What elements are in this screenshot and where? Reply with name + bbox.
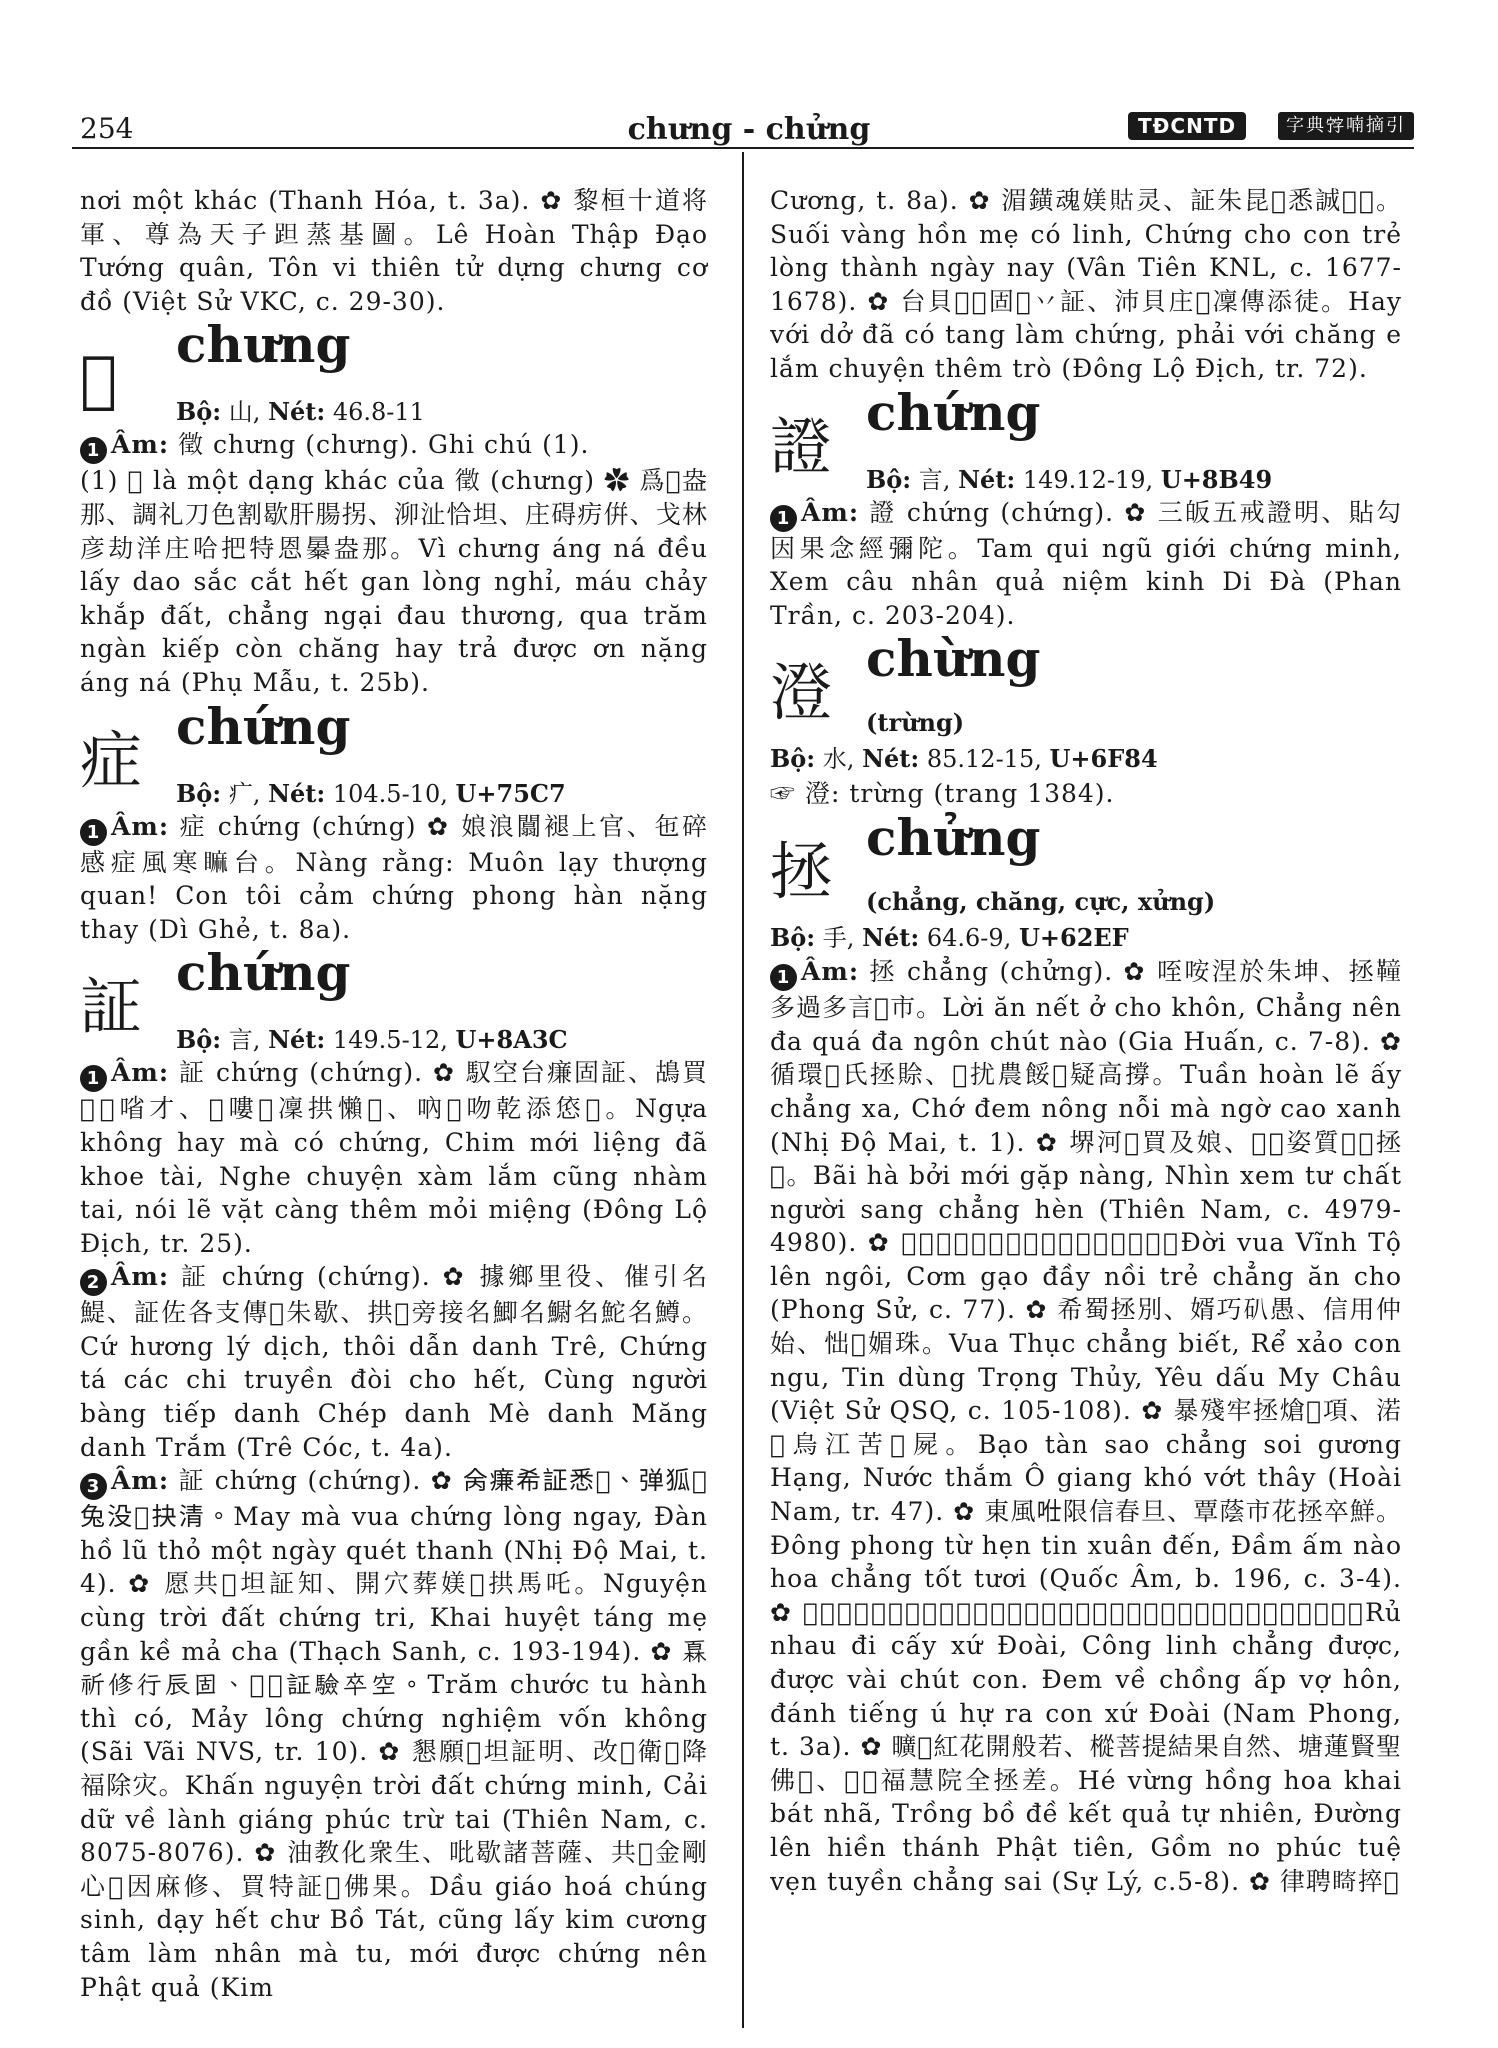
headword: chừng (866, 629, 1041, 689)
stroke-value: 46.8-11 (332, 398, 425, 427)
radical-value: 言 (918, 465, 943, 494)
sense-1 (770, 955, 1402, 1898)
sense-label: Âm: (111, 430, 170, 460)
sense-label: Âm: (111, 1262, 170, 1292)
radical-value: 手 (822, 923, 847, 952)
unicode-code: U+8A3C (455, 1025, 568, 1055)
unicode-code: U+8B49 (1160, 464, 1273, 494)
entry-character: 症 (80, 723, 143, 797)
note-1: (1) 𡽫 là một dạng khác của 徵 (chưng) ✿ 爲𡽫盎那、調礼刀色割歇肝腸拐、泖沚恰坦、庄碍疠倂、戈林彦劫洋庄哈把特恩㬥盎那。Vì chưng áng ná đều lấy dao sắc cắt hết gan lòng nghỉ, máu chảy khắp đất, chẳng ngại đau thương, qua trăm ngàn kiếp còn chăng hay trả được ơn nặng áng ná (Phụ Mẫu, t. 25b). (80, 466, 708, 697)
page-number: 254 (80, 112, 134, 145)
entry-head (80, 943, 708, 1056)
stroke-label: Nét: (862, 922, 920, 952)
entry-head (80, 315, 708, 428)
sense-text: 證 chứng (chứng). ✿ 三皈五戒證明、貼勾因果念經彌陀。Tam qui ngũ giới chứng minh, Xem câu nhân quả niệm kinh Di Đà (Phan Trần, c. 203-204). (770, 497, 1402, 630)
sense-label: Âm: (111, 1466, 170, 1496)
entry-chung-5 (770, 629, 1402, 810)
entry-character: 𡽫 (80, 342, 118, 416)
left-column (80, 184, 708, 2028)
sense-2 (80, 1260, 708, 1464)
column-divider (742, 152, 744, 2028)
radical-value: 疒 (228, 779, 253, 808)
entry-meta: Bộ: 手, Nét: 64.6-9, U+62EF (770, 922, 1129, 952)
entry-meta: Bộ: 疒, Nét: 104.5-10, U+75C7 (176, 778, 566, 808)
sense-1 (80, 810, 708, 947)
entry-character: 証 (80, 970, 143, 1044)
alternate-readings: (trừng) (866, 708, 965, 738)
sense-text: 症 chứng (chứng) ✿ 娘浪闒褪上官、㐌碎感症風寒𥊚台。Nàng rằng: Muôn lạy thượng quan! Con tôi cảm chứng phong hàn nặng thay (Dì Ghẻ, t. 8a). (80, 811, 708, 944)
unicode-code: U+6F84 (1049, 744, 1158, 774)
sense-1 (80, 428, 708, 464)
unicode-code: U+62EF (1018, 922, 1129, 952)
entry-head (80, 696, 708, 810)
radical-label: Bộ: (770, 922, 816, 952)
header-rule (72, 147, 1414, 149)
entry-chung-3 (80, 943, 708, 2004)
sense-label: Âm: (801, 497, 860, 527)
cross-reference: ☞ 澄: trừng (trang 1384). (770, 778, 1115, 808)
sense-1-marker: 1 (80, 437, 107, 464)
sense-1 (770, 496, 1402, 633)
continued-text: nơi một khác (Thanh Hóa, t. 3a). ✿ 黎桓十道将軍、尊為天子𨀏蒸基圖。Lê Hoàn Thập Đạo Tướng quân, Tôn vi thiên tử dựng chưng cơ đồ (Việt Sử VKC, c. 29-30). (80, 186, 708, 316)
entry-character: 拯 (770, 834, 833, 908)
stroke-value: 104.5-10, (332, 779, 448, 808)
radical-label: Bộ: (176, 397, 222, 427)
entry-chung-4 (770, 382, 1402, 633)
stroke-label: Nét: (268, 778, 326, 808)
stroke-label: Nét: (862, 744, 920, 774)
sense-text: 拯 chẳng (chửng). ✿ 咥咹涅於朱坤、拯𩍅多過多言𠁀市。Lời ăn nết ở cho khôn, Chẳng nên đa quá đa ngôn chút nào (Gia Huấn, c. 7-8). ✿ 循環𨤔氏拯賒、𠼵扰農餒𤻻疑高撐。Tuần hoàn lẽ ấy chẳng xa, Chớ đem nông nỗi mà ngờ cao xanh (Nhị Độ Mai, t. 1). ✿ 堺河𪠞買及娘、𥆾𥊘姿質𠊛𣋀拯𨤔。Bãi hà bởi mới gặp nàng, Nhìn xem tư chất người sang chẳng hèn (Thiên Nam, c. 4979-4980). ✿ 𣘃希永祚𨖲𩈘、粓𥻵㳥𡃋𤽗拯咹朱。Đời vua Vĩnh Tộ lên ngôi, Cơm gạo đầy nồi trẻ chẳng ăn cho (Phong Sử, c. 77). ✿ 希蜀拯別、婿巧𥐙愚、信用仲始、㤕𢚸媚珠。Vua Thục chẳng biết, Rể xảo con ngu, Tin dùng Trọng Thủy, Yêu dấu My Châu (Việt Sử QSQ, c. 105-108). ✿ 暴殘牢拯熗𣇊項、渃𥿗烏江苦𢯦屍。Bạo tàn sao chẳng soi gương Hạng, Nước thắm Ô giang khó vớt thây (Hoài Nam, tr. 47). ✿ 東風𠱊限信春旦、覃蔭市花拯卒鮮。Đông phong từ hẹn tin xuân đến, Đầm ấm nào hoa chẳng tốt tươi (Quốc Âm, b. 196, c. 3-4). ✿ 𠹾𩛷𢬣𥻺處兑、工灵拯特、特𠃣𡮈𡮈。𢭮衛𩲡挹𡞕昏、打啫唾吓𠴍𡮈處兑。Rủ nhau đi cấy xứ Đoài, Công linh chẳng được, được vài chút con. Đem về chồng ấp vợ hôn, đánh tiếng ú hự ra con xứ Đoài (Nam Phong, t. 3a). ✿ 曠𣌆紅花開般若、樅菩提結果自然、塘蓮賢聖佛𠊛、𢒎𩛷福慧院全拯差。Hé vừng hồng hoa khai bát nhã, Trồng bồ đề kết quả tự nhiên, Đường lên hiền thánh Phật tiên, Gồm no phúc tuệ vẹn tuyền chẳng sai (Sự Lý, c.5-8). ✿ 律聘𥊘捽𦁁 (770, 957, 1402, 1896)
stroke-value: 149.5-12, (332, 1026, 448, 1055)
headword: chứng (176, 696, 351, 756)
sense-3-marker: 3 (80, 1473, 107, 1500)
sense-label: Âm: (801, 957, 860, 987)
entry-character: 澄 (770, 656, 833, 730)
headword: chứng (866, 382, 1041, 442)
entry-meta: Bộ: 水, Nét: 85.12-15, U+6F84 (770, 744, 1158, 774)
sense-text: 徵 chưng (chưng). Ghi chú (1). (178, 430, 590, 460)
stroke-label: Nét: (958, 464, 1016, 494)
stroke-label: Nét: (268, 397, 326, 427)
stroke-label: Nét: (268, 1025, 326, 1055)
sense-1 (80, 1056, 708, 1260)
entry-chung-2 (80, 696, 708, 947)
sense-label: Âm: (111, 1058, 170, 1088)
radical-value: 水 (822, 745, 847, 774)
stroke-value: 85.12-15, (926, 745, 1042, 774)
continued-text: Cương, t. 8a). ✿ 湄鐄魂媄𧵑灵、証朱昆𦤾悉誠𣈗𦤾。Suối vàng hồn mẹ có linh, Chứng cho con trẻ lòng thành ngày nay (Vân Tiên KNL, c. 1677-1678). ✿ 台貝𠑬𠀧固𢀭丷証、沛貝庄𠯹凜傳添徒。Hay với dở đã có tang làm chứng, phải với chăng e lắm chuyện thêm trò (Đông Lộ Địch, tr. 72). (770, 186, 1402, 383)
sense-1-marker: 1 (80, 1065, 107, 1092)
radical-label: Bộ: (176, 778, 222, 808)
radical-value: 山 (228, 398, 253, 427)
publisher-logo: TĐCNTD (1128, 112, 1246, 140)
right-column (770, 184, 1402, 2028)
headword: chửng (866, 807, 1041, 867)
headword: chứng (176, 943, 351, 1003)
sense-text: 証 chứng (chứng). ✿ 𠇮㾾希証悉𥉫、弹狐𡞕兔没𣈗抉清。May mà vua chứng lòng ngay, Đàn hồ lũ thỏ một ngày quét thanh (Nhị Độ Mai, t. 4). ✿ 愿共𡗶坦証知、開穴葬媄𧵆拱馬吒。Nguyện cùng trời đất chứng tri, Khai huyệt táng mẹ gần kề mả cha (Thạch Sanh, c. 193-194). ✿ 𤾓祈修行辰固、𣍊𣯡証驗卒空。Trăm chước tu hành thì có, Mảy lông chứng nghiệm vốn không (Sãi Vãi NVS, tr. 10). ✿ 懇願𡗶坦証明、改𢀨衛𫢩降福除灾。Khấn nguyện trời đất chứng minh, Cải dữ về lành giáng phúc trừ tai (Thiên Nam, c. 8075-8076). ✿ 油教化衆生、吡歇諸菩薩、共𥙩金剛心𡖡因麻修、買特証𬋩佛果。Dầu giáo hoá chúng sinh, dạy hết chư Bồ Tát, cũng lấy kim cương tâm làm nhân mà tu, mới được chứng nên Phật quả (Kim (80, 1466, 708, 2002)
entry-head (770, 807, 1402, 921)
entry-head (770, 629, 1402, 742)
entry-meta: Bộ: 山, Nét: 46.8-11 (176, 397, 425, 427)
sense-label: Âm: (111, 811, 170, 841)
radical-label: Bộ: (770, 744, 816, 774)
radical-label: Bộ: (176, 1025, 222, 1055)
stroke-value: 149.12-19, (1022, 465, 1154, 494)
running-head: chưng - chửng (627, 112, 871, 147)
radical-label: Bộ: (866, 464, 912, 494)
entry-character: 證 (770, 409, 833, 483)
alternate-readings: (chẳng, chăng, cực, xửng) (866, 886, 1216, 916)
stroke-value: 64.6-9, (926, 923, 1012, 952)
sense-2-marker: 2 (80, 1269, 107, 1296)
sense-1-marker: 1 (80, 819, 107, 846)
sense-text: 証 chứng (chứng). ✿ 馭空台㾾固証、鴣買𪜀𠀧㗂才、𦖑嘍𠸗凜拱懶𠴍、吶𥚄吻乾添㥋𣊾。Ngựa không hay mà có chứng, Chim mới liệng đã khoe tài, Nghe chuyện xàm lắm cũng nhàm tai, nói lẽ vặt càng thêm mỏi miệng (Đông Lộ Địch, tr. 25). (80, 1058, 708, 1258)
radical-value: 言 (228, 1026, 253, 1055)
nom-seal-logo: 字典𡨸喃摘引 (1278, 112, 1414, 140)
unicode-code: U+75C7 (455, 778, 566, 808)
entry-head (770, 382, 1402, 496)
sense-3 (80, 1464, 708, 2004)
sense-1-marker: 1 (770, 964, 797, 991)
entry-meta: Bộ: 言, Nét: 149.5-12, U+8A3C (176, 1025, 568, 1055)
entry-chung (80, 315, 708, 699)
headword: chưng (176, 315, 351, 375)
entry-meta: Bộ: 言, Nét: 149.12-19, U+8B49 (866, 464, 1273, 494)
entry-chung-6 (770, 807, 1402, 1899)
sense-1-marker: 1 (770, 505, 797, 532)
sense-text: 証 chứng (chứng). ✿ 據鄉里役、催引名鯷、証佐各支傳𠽔朱歇、拱𨁪旁接名鯽名䲁名鮀名鱒。Cứ hương lý dịch, thôi dẫn danh Trê, Chứng tá các chi truyền đòi cho hết, Cùng người bàng tiếp danh Chép danh Mè danh Măng danh Trắm (Trê Cóc, t. 4a). (80, 1262, 708, 1462)
